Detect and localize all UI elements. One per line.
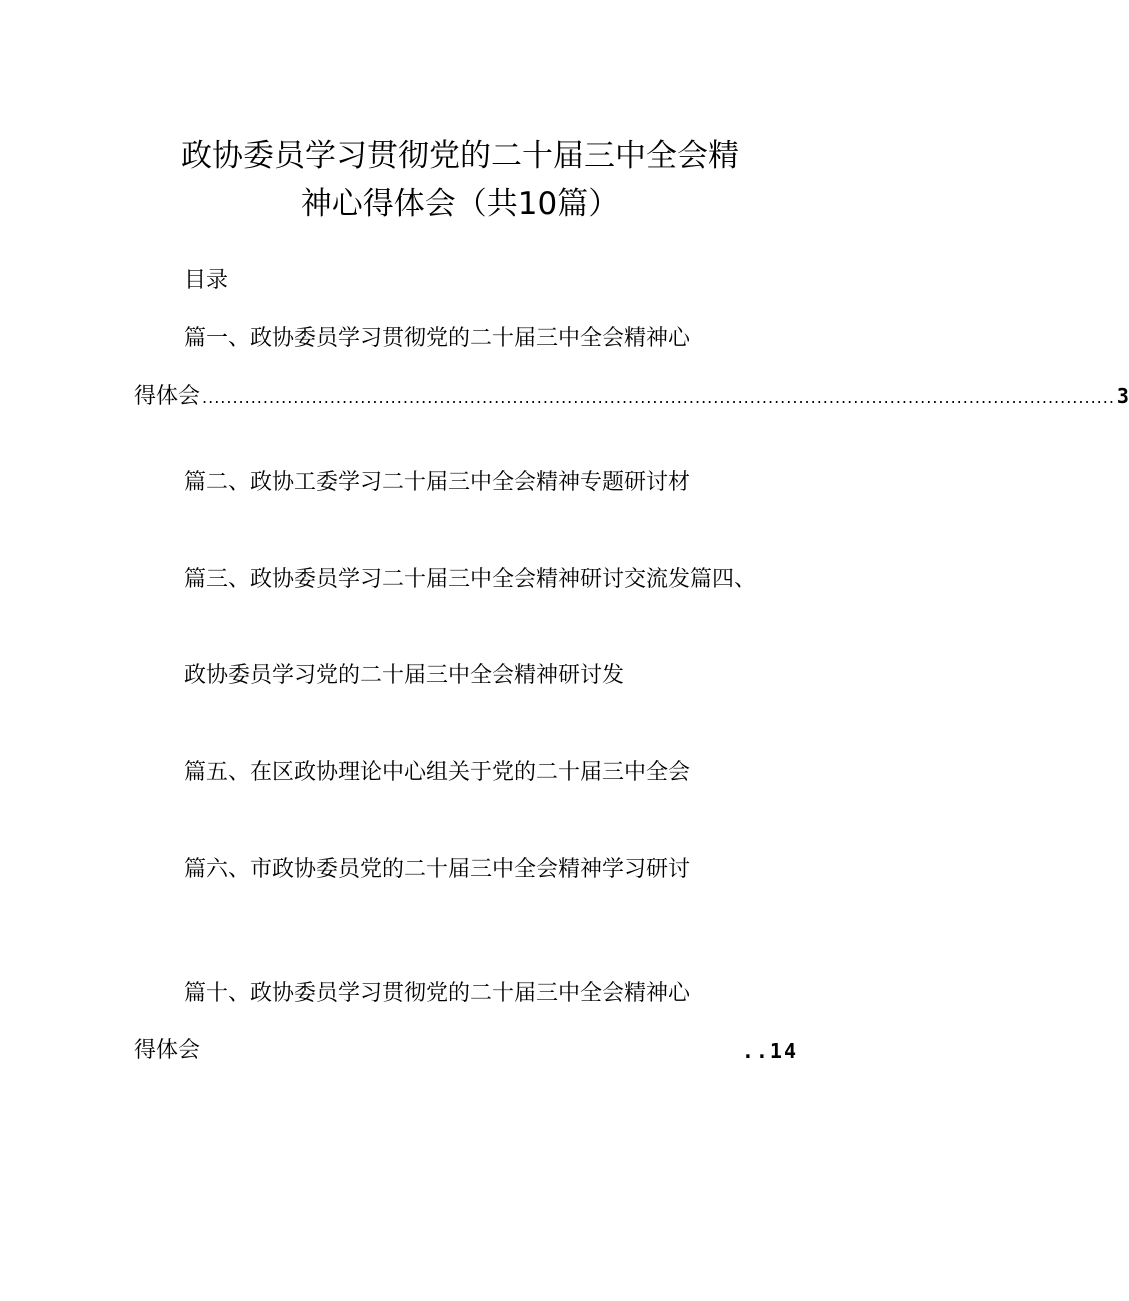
toc-entry-1-line-2[interactable] [134,381,1129,411]
toc-entry-10-label: 得体会 [134,1038,201,1063]
document-title-line-1: 政协委员学习贯彻党的二十届三中全会精 [181,138,739,174]
toc-entry-10-line-1[interactable]: 篇十、政协委员学习贯彻党的二十届三中全会精神心 [184,981,691,1006]
toc-entry-10-line-2[interactable] [134,1036,798,1066]
toc-entry-6[interactable]: 篇六、市政协委员党的二十届三中全会精神学习研讨 [184,857,691,882]
toc-entry-1-leader: ...................................................................................................................................................... [202,388,1115,407]
toc-entry-3[interactable]: 篇三、政协委员学习二十届三中全会精神研讨交流发篇四、 [184,567,757,592]
toc-entry-5[interactable]: 篇五、在区政协理论中心组关于党的二十届三中全会 [184,760,691,785]
toc-entry-1-line-1[interactable]: 篇一、政协委员学习贯彻党的二十届三中全会精神心 [184,326,691,351]
toc-entry-10-page: ..14 [741,1039,798,1063]
toc-entry-1-label: 得体会 [134,384,201,409]
toc-heading: 目录 [184,268,229,293]
toc-entry-1-page: 3 [1116,384,1129,408]
toc-entry-4[interactable]: 政协委员学习党的二十届三中全会精神研讨发 [184,663,625,688]
document-title-line-2: 神心得体会（共10篇） [300,186,620,222]
toc-entry-2[interactable]: 篇二、政协工委学习二十届三中全会精神专题研讨材 [184,470,691,495]
